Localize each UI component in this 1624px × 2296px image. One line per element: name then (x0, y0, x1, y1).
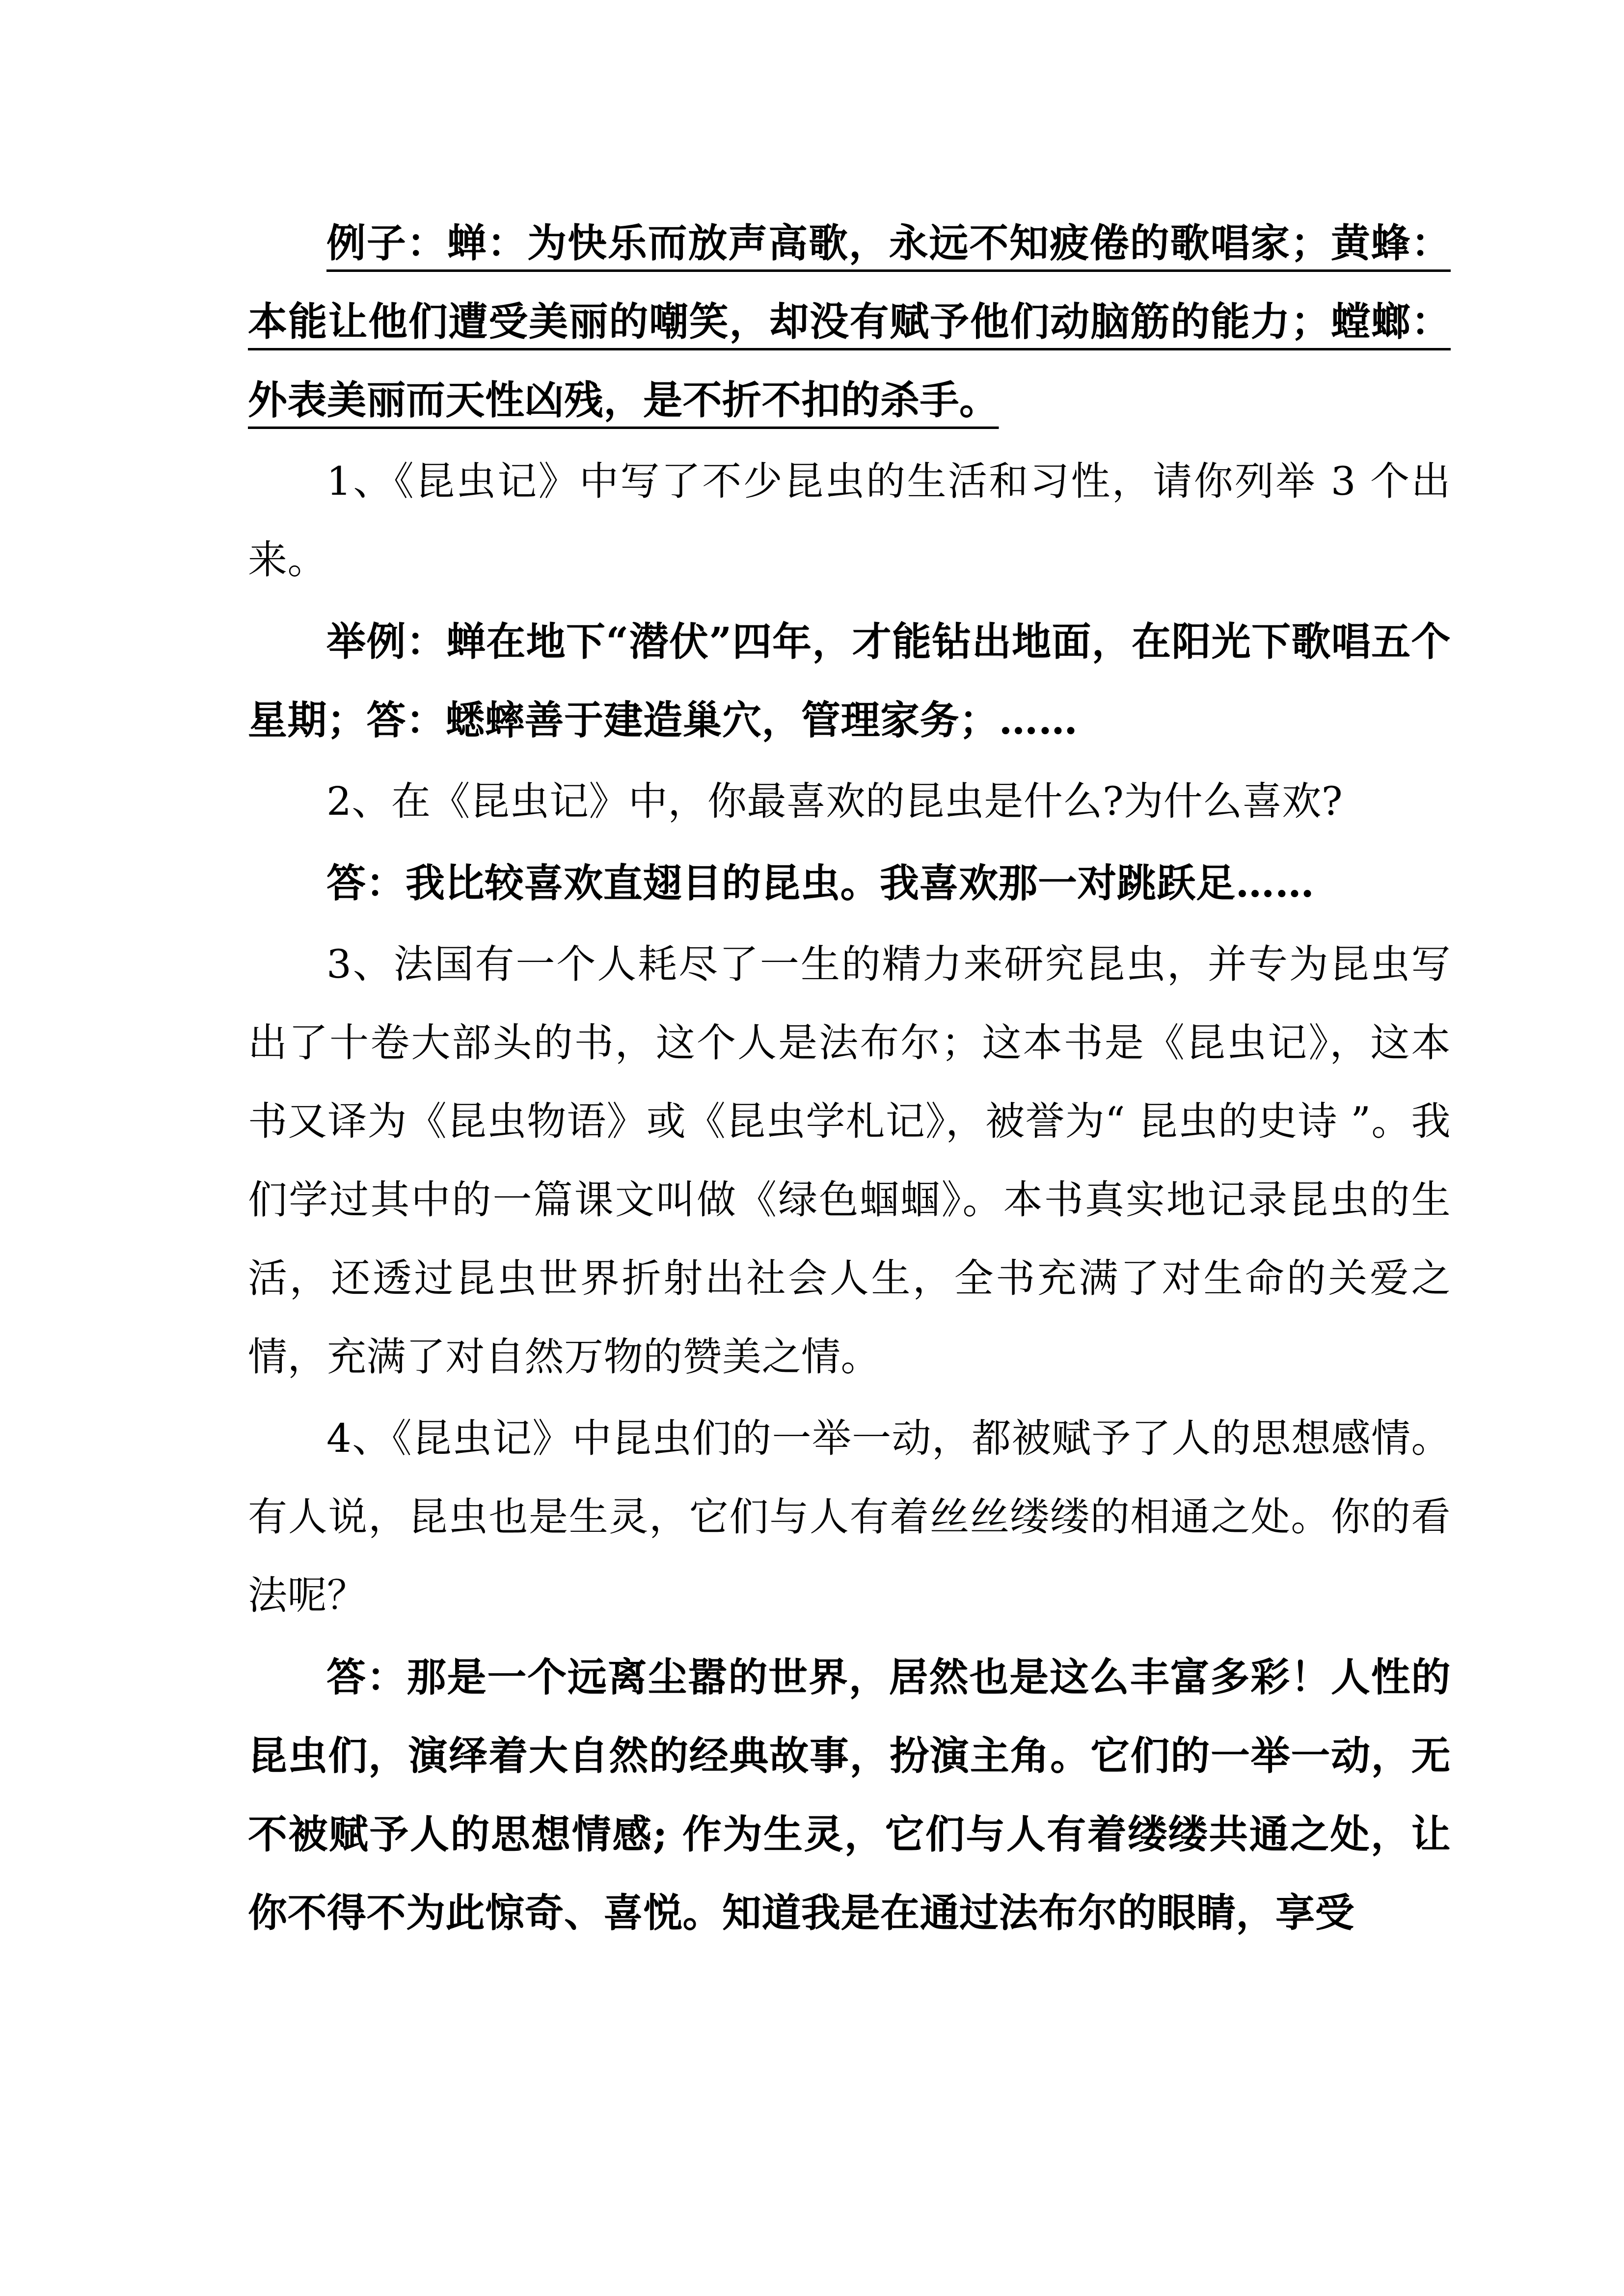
answer-4: 答：那是一个远离尘嚣的世界，居然也是这么丰富多彩！人性的昆虫们，演绎着大自然的经典故事，扮演主角。它们的一举一动，无不被赋予人的思想情感; 作为生灵，它们与人有着缕缕共通之处，让你不得不为此惊奇、喜悦。知道我是在通过法布尔的眼睛，享受 (248, 1654, 1451, 1936)
answer-2: 答：我比较喜欢直翅目的昆虫。我喜欢那一对跳跃足…… (326, 860, 1315, 906)
answer-1: 举例：蝉在地下“潜伏”四年，才能钻出地面，在阳光下歌唱五个星期；答：蟋蟀善于建造巢穴，管理家务；…… (248, 618, 1451, 743)
document-body (248, 204, 1451, 1952)
example-paragraph (248, 204, 1451, 439)
example-text: 例子：蝉：为快乐而放声高歌，永远不知疲倦的歌唱家；黄蜂：本能让他们遭受美丽的嘲笑，却没有赋予他们动脑筋的能力；螳螂：外表美丽而天性凶残，是不折不扣的杀手。 (248, 220, 1451, 423)
question-1: 1、《昆虫记》中写了不少昆虫的生活和习性，请你列举 3 个出来。 (248, 458, 1451, 583)
question-4: 4、《昆虫记》中昆虫们的一举一动，都被赋予了人的思想感情。有人说，昆虫也是生灵，它们与人有着丝丝缕缕的相通之处。你的看法呢？ (248, 1415, 1451, 1618)
question-2: 2、在《昆虫记》中，你最喜欢的昆虫是什么?为什么喜欢? (326, 778, 1343, 824)
question-3: 3、法国有一个人耗尽了一生的精力来研究昆虫，并专为昆虫写出了十卷大部头的书，这个人是法布尔；这本书是《昆虫记》，这本书又译为《昆虫物语》或《昆虫学札记》，被誉为“ 昆虫的史诗 ”。我们学过其中的一篇课文叫做《绿色蝈蝈》。本书真实地记录昆虫的生活，还透过昆虫世界折射出社会人生，全书充满了对生命的关爱之情，充满了对自然万物的赞美之情。 (248, 941, 1451, 1380)
